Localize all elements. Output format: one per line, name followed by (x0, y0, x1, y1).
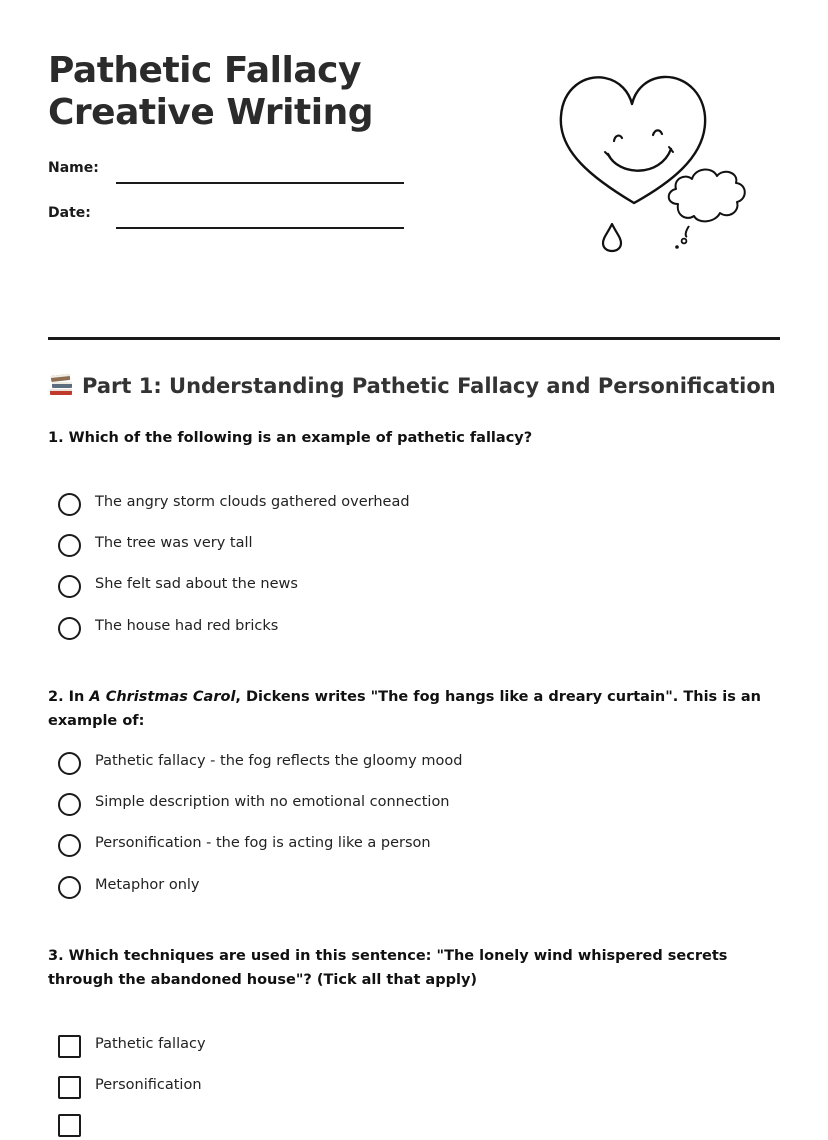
q2-option-1[interactable] (58, 752, 758, 778)
part1-heading-text: Part 1: Understanding Pathetic Fallacy and Personification (82, 374, 776, 398)
question-2 (48, 685, 788, 733)
section-divider (48, 337, 780, 340)
question-2-suffix: , Dickens writes "The fog hangs like a dreary curtain". This is an example of: (48, 689, 761, 729)
radio-button[interactable] (58, 834, 81, 857)
option-label: Pathetic fallacy (95, 1036, 206, 1052)
radio-button[interactable] (58, 793, 81, 816)
name-label: Name: (48, 160, 99, 176)
option-label: She felt sad about the news (95, 576, 298, 592)
checkbox[interactable] (58, 1114, 81, 1137)
q3-option-2[interactable] (58, 1076, 758, 1102)
question-1: 1. Which of the following is an example of pathetic fallacy? (48, 430, 533, 446)
radio-button[interactable] (58, 617, 81, 640)
q1-option-2[interactable] (58, 534, 758, 560)
option-label: Personification (95, 1077, 202, 1093)
date-input-line[interactable] (116, 227, 404, 229)
question-3: 3. Which techniques are used in this sentence: "The lonely wind whispered secrets through the abandoned house"? (Tick all that apply) (48, 948, 728, 988)
name-input-line[interactable] (116, 182, 404, 184)
option-label: Simple description with no emotional connection (95, 794, 450, 810)
q1-option-3[interactable] (58, 575, 758, 601)
q3-option-1[interactable] (58, 1035, 758, 1061)
q2-option-2[interactable] (58, 793, 758, 819)
date-label: Date: (48, 205, 91, 221)
option-label: The house had red bricks (95, 618, 279, 634)
radio-button[interactable] (58, 493, 81, 516)
option-label: Pathetic fallacy - the fog reflects the gloomy mood (95, 753, 463, 769)
q1-option-1[interactable] (58, 493, 758, 519)
heart-with-thought-bubble-icon (552, 66, 752, 256)
date-field (48, 205, 408, 235)
option-label: Personification - the fog is acting like a person (95, 835, 431, 851)
radio-button[interactable] (58, 752, 81, 775)
q2-option-4[interactable] (58, 876, 758, 902)
q1-option-4[interactable] (58, 617, 758, 643)
worksheet-title: Pathetic Fallacy Creative Writing (48, 50, 373, 133)
question-2-prefix: 2. In (48, 689, 90, 705)
q2-option-3[interactable] (58, 834, 758, 860)
name-field (48, 160, 408, 190)
books-icon (48, 374, 74, 396)
option-label: The angry storm clouds gathered overhead (95, 494, 410, 510)
radio-button[interactable] (58, 534, 81, 557)
book-title: A Christmas Carol (89, 689, 236, 705)
option-label: Metaphor only (95, 877, 200, 893)
checkbox[interactable] (58, 1035, 81, 1058)
radio-button[interactable] (58, 876, 81, 899)
radio-button[interactable] (58, 575, 81, 598)
option-label: The tree was very tall (95, 535, 253, 551)
part1-heading (48, 374, 776, 398)
checkbox[interactable] (58, 1076, 81, 1099)
